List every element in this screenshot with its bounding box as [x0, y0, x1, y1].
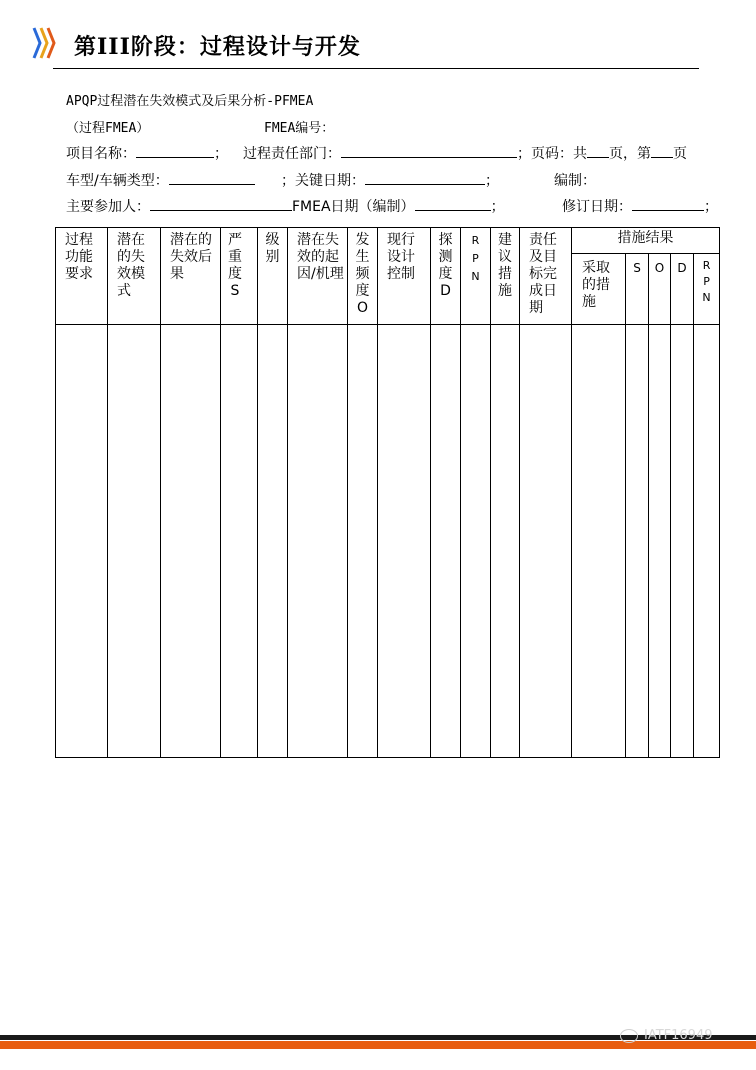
col-responsibility: 责任及目标完成日期: [520, 228, 572, 325]
col-severity: 严重度S: [221, 228, 258, 325]
table-cell[interactable]: [56, 325, 108, 758]
col-result-rpn: RPN: [694, 254, 720, 325]
table-cell[interactable]: [671, 325, 694, 758]
participants-row: [66, 196, 505, 216]
col-process-function: 过程功能要求: [56, 228, 108, 325]
separator: ；: [281, 173, 295, 189]
separator: ；: [490, 199, 505, 215]
table-cell[interactable]: [461, 325, 491, 758]
compiled-label: 编制：: [554, 173, 596, 189]
col-occurrence: 发生频度O: [348, 228, 378, 325]
col-result-d: D: [671, 254, 694, 325]
table-cell[interactable]: [221, 325, 258, 758]
dept-row: [243, 143, 687, 163]
table-cell[interactable]: [431, 325, 461, 758]
form-title: APQP过程潜在失效模式及后果分析-PFMEA: [66, 94, 314, 109]
table-cell[interactable]: [694, 325, 720, 758]
dept-label: 过程责任部门：: [243, 146, 341, 162]
participants-field[interactable]: [150, 196, 292, 211]
project-name-row: [66, 143, 228, 163]
table-row: [56, 325, 720, 758]
separator: ；: [485, 173, 499, 189]
table-cell[interactable]: [161, 325, 221, 758]
watermark: [620, 1028, 713, 1043]
wechat-icon: [620, 1029, 638, 1043]
separator: ；: [704, 199, 718, 215]
separator: ；: [517, 146, 531, 162]
revision-date-label: 修订日期：: [562, 199, 632, 215]
fmea-number-label: FMEA编号：: [264, 121, 335, 136]
col-rpn: RPN: [461, 228, 491, 325]
page-label-mid: 页，第: [609, 146, 651, 162]
table-cell[interactable]: [520, 325, 572, 758]
total-pages-field[interactable]: [587, 143, 609, 158]
col-recommended-action: 建议措施: [491, 228, 520, 325]
watermark-text: IATF16949: [644, 1028, 713, 1043]
fmea-date-field[interactable]: [415, 196, 491, 211]
table-cell[interactable]: [626, 325, 649, 758]
results-group-header: 措施结果: [572, 228, 720, 254]
table-cell[interactable]: [649, 325, 671, 758]
project-name-field[interactable]: [136, 143, 214, 158]
table-cell[interactable]: [258, 325, 288, 758]
col-result-o: O: [649, 254, 671, 325]
table-cell[interactable]: [348, 325, 378, 758]
col-current-control: 现行设计控制: [378, 228, 431, 325]
table-cell[interactable]: [108, 325, 161, 758]
key-date-field[interactable]: [365, 170, 485, 185]
vehicle-row: [66, 170, 255, 190]
chevron-logo-icon: [32, 26, 56, 60]
table-cell[interactable]: [572, 325, 626, 758]
participants-label: 主要参加人：: [66, 199, 150, 215]
table-cell[interactable]: [491, 325, 520, 758]
revision-date-field[interactable]: [632, 196, 704, 211]
fmea-date-label: FMEA日期（编制）: [292, 199, 415, 215]
key-date-row: [281, 170, 499, 190]
col-failure-effect: 潜在的失效后果: [161, 228, 221, 325]
table-cell[interactable]: [288, 325, 348, 758]
table-cell[interactable]: [378, 325, 431, 758]
col-failure-mode: 潜在的失效模式: [108, 228, 161, 325]
page-title: 第III阶段：过程设计与开发: [74, 34, 361, 60]
project-name-label: 项目名称：: [66, 146, 136, 162]
title-divider: [53, 68, 699, 69]
page-label-prefix: 页码：共: [531, 146, 587, 162]
revision-date-row: [562, 196, 718, 216]
key-date-label: 关键日期：: [295, 173, 365, 189]
vehicle-label: 车型/车辆类型：: [66, 173, 169, 189]
col-cause: 潜在失效的起因/机理: [288, 228, 348, 325]
col-action-taken: 采取的措施: [572, 254, 626, 325]
separator: ；: [214, 146, 228, 162]
process-fmea-label: （过程FMEA）: [66, 121, 150, 136]
page-number-field[interactable]: [651, 143, 673, 158]
col-class: 级别: [258, 228, 288, 325]
pfmea-table: [55, 227, 720, 758]
page-label-suffix: 页: [673, 146, 687, 162]
vehicle-field[interactable]: [169, 170, 255, 185]
col-result-s: S: [626, 254, 649, 325]
dept-field[interactable]: [341, 143, 517, 158]
col-detection: 探测度D: [431, 228, 461, 325]
